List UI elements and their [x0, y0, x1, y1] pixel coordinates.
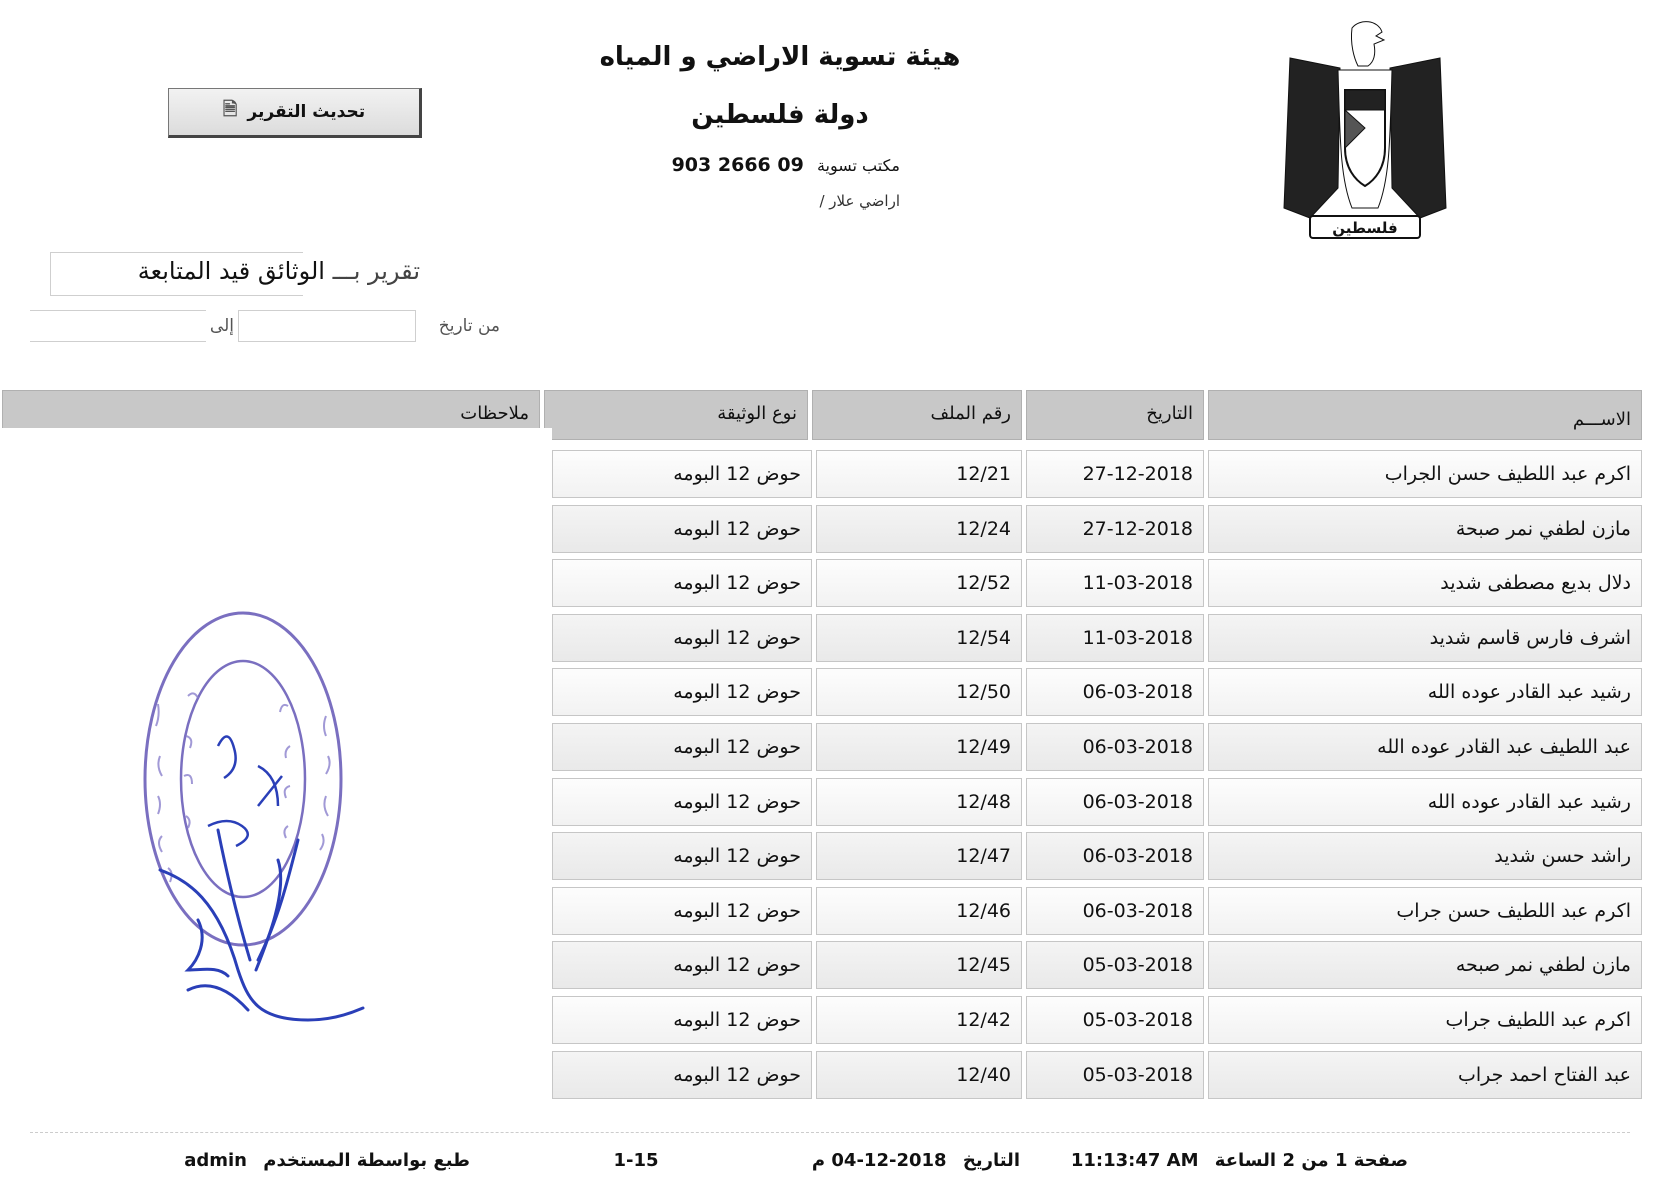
report-title-value: الوثائق قيد المتابعة — [137, 257, 325, 285]
cell-date: 06-03-2018 — [1026, 778, 1204, 826]
emblem-caption: فلسطين — [1332, 219, 1398, 237]
footer-date-label: التاريخ — [962, 1150, 1020, 1171]
documents-table-body — [552, 450, 1644, 1105]
cell-name: اكرم عبد اللطيف جراب — [1208, 996, 1642, 1044]
table-row — [552, 887, 1644, 942]
cell-file-number: 12/40 — [816, 1051, 1022, 1099]
cell-date: 05-03-2018 — [1026, 1051, 1204, 1099]
cell-file-number: 12/42 — [816, 996, 1022, 1044]
state-name: دولة فلسطين — [691, 100, 869, 130]
footer-divider — [30, 1132, 1630, 1133]
handwritten-signature-icon — [158, 820, 368, 1030]
footer-time-info — [1052, 1150, 1276, 1171]
table-row — [552, 723, 1644, 778]
refresh-report-icon: 🗎 — [222, 99, 238, 120]
cell-date: 27-12-2018 — [1026, 505, 1204, 553]
column-header-date: التاريخ — [1026, 390, 1204, 440]
from-date-input[interactable] — [238, 310, 416, 342]
cell-document-type: حوض 12 البومه — [552, 941, 812, 989]
cell-document-type: حوض 12 البومه — [552, 505, 812, 553]
refresh-report-button[interactable] — [168, 88, 422, 138]
cell-document-type: حوض 12 البومه — [552, 668, 812, 716]
table-row — [552, 996, 1644, 1051]
footer-record-range: 1-15 — [613, 1150, 659, 1171]
table-row — [552, 559, 1644, 614]
footer-printed-by-label: طبع بواسطة المستخدم — [263, 1150, 470, 1171]
footer-time-label: الساعة — [1214, 1150, 1276, 1171]
footer-page-of: من — [1301, 1150, 1329, 1171]
cell-document-type: حوض 12 البومه — [552, 614, 812, 662]
office-label: مكتب تسوية — [816, 156, 900, 175]
column-header-notes: ملاحظات — [2, 390, 540, 440]
to-date-label: إلى — [209, 316, 234, 336]
table-row — [552, 832, 1644, 887]
cell-name: مازن لطفي نمر صبحة — [1208, 505, 1642, 553]
cell-name: دلال بديع مصطفى شديد — [1208, 559, 1642, 607]
cell-name: رشيد عبد القادر عوده الله — [1208, 778, 1642, 826]
cell-name: عبد اللطيف عبد القادر عوده الله — [1208, 723, 1642, 771]
cell-file-number: 12/52 — [816, 559, 1022, 607]
cell-file-number: 12/46 — [816, 887, 1022, 935]
cell-name: اكرم عبد اللطيف حسن جراب — [1208, 887, 1642, 935]
footer-page-total: 2 — [1282, 1150, 1296, 1171]
cell-date: 06-03-2018 — [1026, 723, 1204, 771]
to-date-input[interactable] — [30, 310, 206, 342]
footer-printed-by — [184, 1150, 470, 1171]
table-row — [552, 941, 1644, 996]
column-header-file-number: رقم الملف — [812, 390, 1022, 440]
cell-name: عبد الفتاح احمد جراب — [1208, 1051, 1642, 1099]
cell-name: مازن لطفي نمر صبحه — [1208, 941, 1642, 989]
office-phone: 09 2666 903 — [671, 154, 804, 176]
lands-label: اراضي علار / — [819, 192, 900, 210]
table-row — [552, 668, 1644, 723]
footer-time-value: 11:13:47 AM — [1070, 1150, 1199, 1171]
cell-date: 05-03-2018 — [1026, 941, 1204, 989]
cell-date: 11-03-2018 — [1026, 614, 1204, 662]
cell-name: اشرف فارس قاسم شديد — [1208, 614, 1642, 662]
cell-date: 06-03-2018 — [1026, 832, 1204, 880]
office-line — [620, 154, 900, 176]
column-header-name: الاســـم — [1208, 390, 1642, 440]
from-date-label: من تاريخ — [438, 316, 500, 336]
organization-name: هيئة تسوية الاراضي و المياه — [599, 42, 961, 72]
cell-file-number: 12/47 — [816, 832, 1022, 880]
cell-file-number: 12/45 — [816, 941, 1022, 989]
cell-file-number: 12/49 — [816, 723, 1022, 771]
footer-page-current: 1 — [1334, 1150, 1348, 1171]
table-row — [552, 1051, 1644, 1106]
cell-date: 06-03-2018 — [1026, 668, 1204, 716]
footer-printed-by-user: admin — [184, 1150, 247, 1171]
report-title-prefix: تقرير بـــ — [332, 257, 420, 285]
footer-page-label: صفحة — [1353, 1150, 1408, 1171]
cell-document-type: حوض 12 البومه — [552, 832, 812, 880]
cell-document-type: حوض 12 البومه — [552, 778, 812, 826]
cell-document-type: حوض 12 البومه — [552, 723, 812, 771]
footer-date-info — [811, 1150, 1020, 1171]
cell-date: 05-03-2018 — [1026, 996, 1204, 1044]
table-row — [552, 505, 1644, 560]
cell-date: 06-03-2018 — [1026, 887, 1204, 935]
palestine-eagle-emblem-icon — [1280, 18, 1450, 240]
cell-document-type: حوض 12 البومه — [552, 450, 812, 498]
table-row — [552, 450, 1644, 505]
refresh-report-label: تحديث التقرير — [247, 102, 366, 122]
cell-name: راشد حسن شديد — [1208, 832, 1642, 880]
cell-file-number: 12/21 — [816, 450, 1022, 498]
cell-date: 27-12-2018 — [1026, 450, 1204, 498]
cell-document-type: حوض 12 البومه — [552, 559, 812, 607]
cell-document-type: حوض 12 البومه — [552, 887, 812, 935]
cell-file-number: 12/54 — [816, 614, 1022, 662]
table-row — [552, 614, 1644, 669]
cell-file-number: 12/24 — [816, 505, 1022, 553]
footer-date-value: 2018-12-04 م — [811, 1150, 947, 1171]
column-header-document-type: نوع الوثيقة — [544, 390, 808, 440]
cell-document-type: حوض 12 البومه — [552, 1051, 812, 1099]
cell-name: رشيد عبد القادر عوده الله — [1208, 668, 1642, 716]
cell-date: 11-03-2018 — [1026, 559, 1204, 607]
cell-name: اكرم عبد اللطيف حسن الجراب — [1208, 450, 1642, 498]
cell-document-type: حوض 12 البومه — [552, 996, 812, 1044]
report-title — [100, 257, 420, 285]
table-row — [552, 778, 1644, 833]
cell-file-number: 12/50 — [816, 668, 1022, 716]
cell-file-number: 12/48 — [816, 778, 1022, 826]
